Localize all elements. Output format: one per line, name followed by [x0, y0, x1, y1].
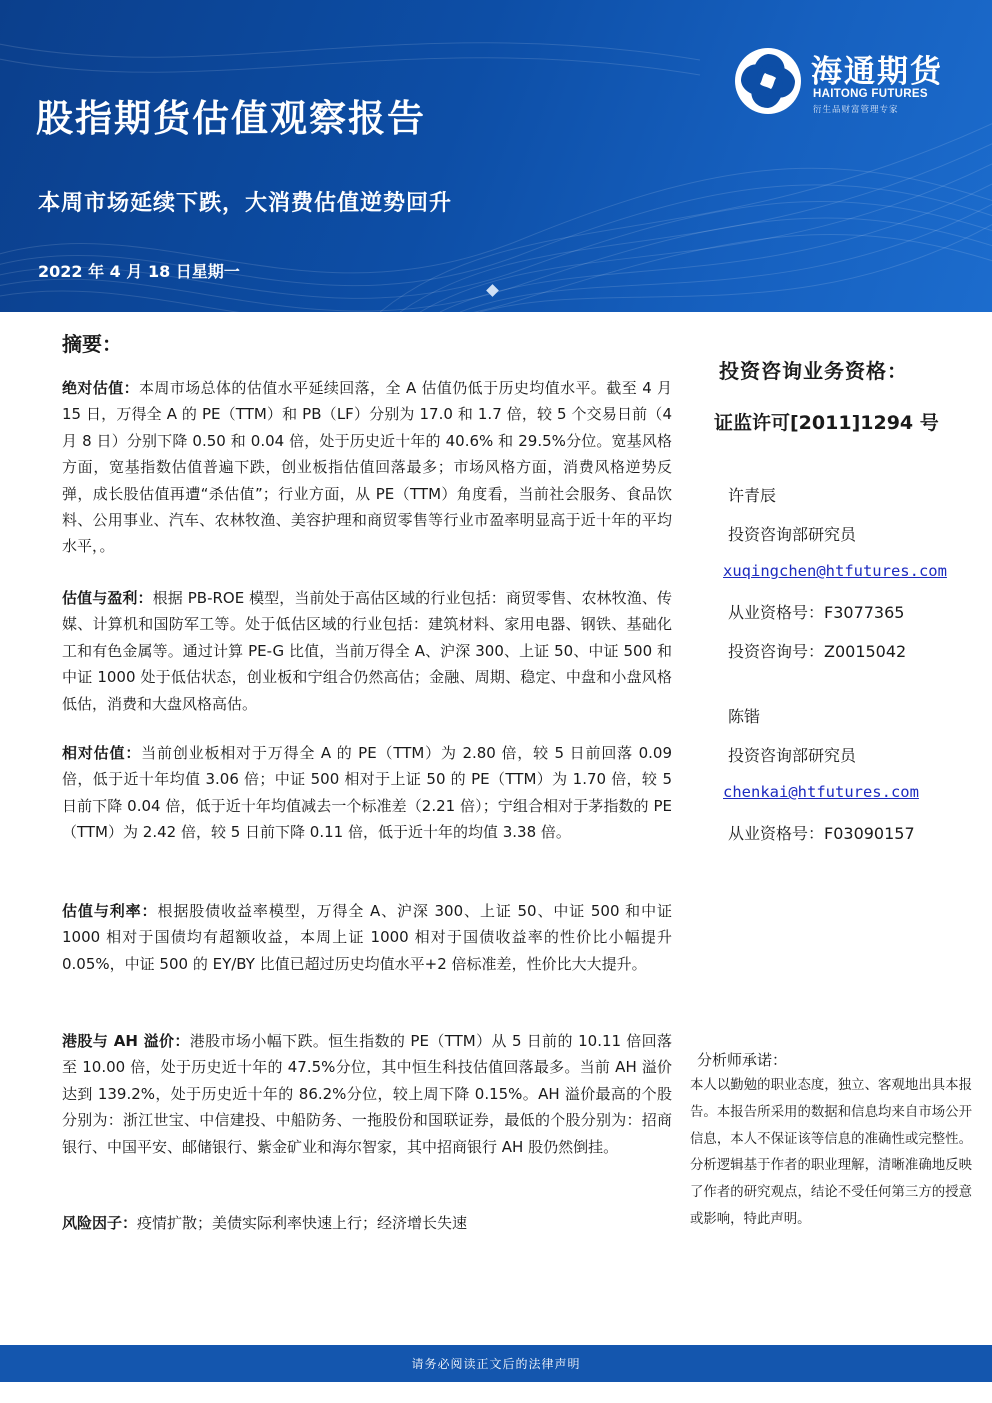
summary-paragraph-hk-ah-premium: [62, 1028, 672, 1160]
haitong-swirl-icon: [733, 46, 803, 116]
analyst-email-link[interactable]: xuqingchen@htfutures.com: [723, 562, 947, 580]
paragraph-text: 当前创业板相对于万得全 A 的 PE（TTM）为 2.80 倍，较 5 日前回落 0.09 倍，低于近十年均值 3.06 倍；中证 500 相对于上证 50 的 PE（TTM）为 1.70 倍，较 5 日前下降 0.04 倍，低于近十年均值减去一个标准差（2.21 倍）；宁组合相对于茅指数的 PE（TTM）为 2.42 倍，较 5 日前下降 0.11 倍，低于近十年的均值 3.38 倍。: [62, 744, 672, 842]
paragraph-text: 港股市场小幅下跌。恒生指数的 PE（TTM）从 5 日前的 10.11 倍回落至 10.00 倍，处于历史近十年的 47.5%分位，其中恒生科技估值回落最多。当前 AH 溢价达到 139.2%，处于历史近十年的 86.2%分位，较上周下降 0.15%。AH 溢价最高的个股分别为：浙江世宝、中信建投、中船防务、一拖股份和国联证券，最低的个股分别为：招商银行、中国平安、邮储银行、紫金矿业和海尔智家，其中招商银行 AH 股仍然倒挂。: [62, 1032, 672, 1156]
analyst-practice-number: 从业资格号：F03090157: [728, 824, 915, 843]
footer-legal-notice: 请务必阅读正文后的法律声明: [411, 1357, 581, 1371]
logo-tagline: 衍生品财富管理专家: [813, 105, 899, 115]
summary-paragraph-valuation-rate: [62, 898, 672, 977]
report-header-banner: [0, 0, 992, 312]
summary-heading: 摘要：: [62, 332, 122, 356]
analyst-email-link[interactable]: chenkai@htfutures.com: [723, 783, 919, 801]
logo-name-cn: 海通期货: [811, 54, 943, 90]
analyst-name: 许青辰: [728, 486, 777, 505]
paragraph-text: 根据 PB-ROE 模型，当前处于高估区域的行业包括：商贸零售、农林牧渔、传媒、计算机和国防军工等。处于低估区域的行业包括：建筑材料、家用电器、钢铁、基础化工和有色金属等。通过计算 PE-G 比值，当前万得全 A、沪深 300、上证 50、中证 500 和中证 1000 处于低估状态，创业板和宁组合仍然高估；金融、周期、稳定、中盘和小盘风格低估，消费和大盘风格高估。: [62, 589, 672, 713]
paragraph-text: 本周市场总体的估值水平延续回落，全 A 估值仍低于历史均值水平。截至 4 月 15 日，万得全 A 的 PE（TTM）和 PB（LF）分别为 17.0 和 1.7 倍，较 5 个交易日前（4 月 8 日）分别下降 0.50 和 0.04 倍，处于历史近十年的 40.6% 和 29.5%分位。宽基风格方面，宽基指数估值普遍下跌，创业板指估值回落最多；市场风格方面，消费风格逆势反弹，成长股估值再遭“杀估值”；行业方面，从 PE（TTM）角度看，当前社会服务、食品饮料、公用事业、汽车、农林牧渔、美容护理和商贸零售等行业市盈率明显高于近十年的平均水平，。: [62, 379, 672, 556]
footer-bar: [0, 1345, 992, 1382]
analyst-pledge-text: 本人以勤勉的职业态度，独立、客观地出具本报告。本报告所采用的数据和信息均来自市场公开信息，本人不保证该等信息的准确性或完整性。分析逻辑基于作者的职业理解，清晰准确地反映了作者的研究观点，结论不受任何第三方的授意或影响，特此声明。: [690, 1078, 972, 1227]
qualification-title: 投资咨询业务资格：: [719, 359, 908, 383]
paragraph-lead: 风险因子：: [62, 1214, 138, 1232]
analyst-consult-number: 投资咨询号：Z0015042: [728, 642, 907, 661]
summary-paragraph-relative-valuation: [62, 740, 672, 846]
paragraph-lead: 绝对估值：: [62, 379, 140, 397]
analyst-name: 陈锴: [728, 707, 761, 726]
paragraph-lead: 港股与 AH 溢价：: [62, 1032, 190, 1050]
report-date: 2022 年 4 月 18 日星期一: [38, 262, 240, 281]
license-number: 证监许可[2011]1294 号: [714, 412, 939, 434]
paragraph-lead: 相对估值：: [62, 744, 142, 762]
paragraph-text: 疫情扩散；美债实际利率快速上行；经济增长失速: [137, 1214, 468, 1232]
summary-paragraph-risk-factors: [62, 1210, 672, 1236]
analyst-role: 投资咨询部研究员: [728, 525, 857, 544]
analyst-role: 投资咨询部研究员: [728, 746, 857, 765]
haitong-logo: [733, 42, 963, 116]
summary-paragraph-valuation-profit: [62, 585, 672, 717]
paragraph-lead: 估值与盈利：: [62, 589, 153, 607]
logo-name-en: HAITONG FUTURES: [813, 88, 928, 100]
summary-paragraph-absolute-valuation: [62, 375, 672, 560]
paragraph-lead: 估值与利率：: [62, 902, 158, 920]
report-title: 股指期货估值观察报告: [36, 96, 426, 140]
analyst-pledge-title: 分析师承诺：: [697, 1051, 788, 1069]
paragraph-text: 根据股债收益率模型，万得全 A、沪深 300、上证 50、中证 500 和中证 1000 相对于国债均有超额收益，本周上证 1000 相对于国债收益率的性价比小幅提升 0.05%，中证 500 的 EY/BY 比值已超过历史均值水平+2 倍标准差，性价比大大提升。: [62, 902, 672, 973]
analyst-practice-number: 从业资格号：F3077365: [728, 603, 905, 622]
report-subtitle: 本周市场延续下跌，大消费估值逆势回升: [38, 191, 453, 216]
